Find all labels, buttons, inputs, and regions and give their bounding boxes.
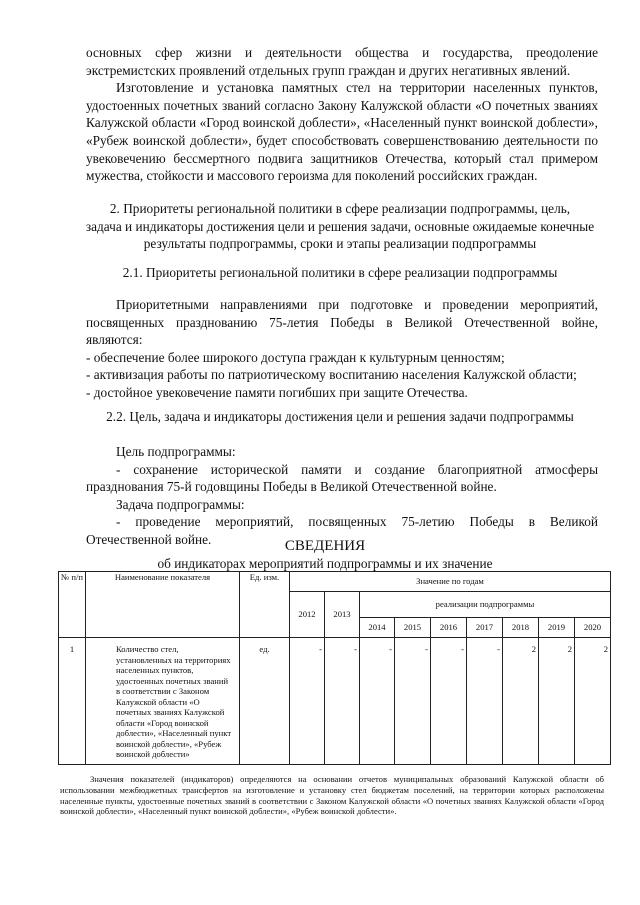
- header-year: 2019: [539, 618, 575, 638]
- section-2-1-body: [86, 296, 598, 402]
- row-value: -: [290, 638, 325, 765]
- header-year: 2013: [325, 592, 360, 638]
- section-2-2-body: [86, 443, 598, 549]
- header-year: 2015: [395, 618, 431, 638]
- row-value: 2: [503, 638, 539, 765]
- header-year: 2014: [360, 618, 395, 638]
- intro-paragraph-2: Изготовление и установка памятных стел на территории населенных пунктов, удостоенных почетных званий согласно Закону Калужской области «О почетных званиях Калужской области «Город воинской доблести», «Населенный пункт воинской доблести», «Рубеж воинской доблести», будет способствовать совершенствованию деятельности по увековечению бессмертного подвига защитников Отечества, который стал примером мужества, стойкости и массового героизма для поколений российских граждан.: [86, 80, 598, 184]
- goal-label: Цель подпрограммы:: [116, 444, 236, 459]
- priorities-paragraph: Приоритетными направлениями при подготовке и проведении мероприятий, посвященных празднованию 75-летия Победы в Великой Отечественной войне, являются:: [86, 297, 598, 348]
- section-2-1-heading: 2.1. Приоритеты региональной политики в сфере реализации подпрограммы: [122, 265, 558, 280]
- header-unit: Ед. изм.: [240, 572, 290, 638]
- row-unit: ед.: [240, 638, 290, 765]
- header-year: 2012: [290, 592, 325, 638]
- intro-paragraph-1: основных сфер жизни и деятельности общества и государства, преодоление экстремистских проявлений отдельных групп граждан и других негативных явлений.: [86, 45, 598, 78]
- row-value: 2: [575, 638, 611, 765]
- row-value: -: [395, 638, 431, 765]
- section-2-heading-line-1: 2. Приоритеты региональной политики в сфере реализации подпрограммы, цель,: [109, 201, 571, 216]
- task-text: - проведение мероприятий, посвященных 75-летию Победы в Великой Отечественной войне.: [86, 514, 598, 547]
- indicators-table: [58, 571, 611, 765]
- row-num: 1: [59, 638, 86, 765]
- row-value: -: [360, 638, 395, 765]
- row-value: 2: [539, 638, 575, 765]
- priority-item-1: - обеспечение более широкого доступа граждан к культурным ценностям;: [86, 349, 505, 365]
- section-2-heading: [60, 200, 620, 253]
- section-2-heading-line-2: задача и индикаторы достижения цели и решения задачи, основные ожидаемые конечные: [85, 218, 595, 234]
- row-value: -: [431, 638, 467, 765]
- intro-block: [86, 44, 598, 185]
- goal-text: - сохранение исторической памяти и создание благоприятной атмосферы празднования 75-й годовщины Победы в Великой Отечественной войне.: [86, 461, 598, 495]
- priority-item-3: - достойное увековечение памяти погибших при защите Отечества.: [86, 384, 468, 400]
- header-year: 2020: [575, 618, 611, 638]
- section-2-heading-line-3: результаты подпрограммы, сроки и этапы реализации подпрограммы: [143, 236, 537, 252]
- info-title: СВЕДЕНИЯ: [284, 538, 366, 554]
- info-subtitle: об индикаторах мероприятий подпрограммы и их значение: [157, 556, 493, 571]
- section-2-2-heading: 2.2. Цель, задача и индикаторы достижения цели и решения задачи подпрограммы: [106, 409, 574, 424]
- header-num: № п/п: [59, 572, 86, 638]
- header-implementation: реализации подпрограммы: [360, 592, 611, 618]
- header-values-by-year: Значение по годам: [290, 572, 611, 592]
- table-row: [59, 638, 611, 765]
- header-name: Наименование показателя: [86, 572, 240, 638]
- row-value: -: [467, 638, 503, 765]
- task-label: Задача подпрограммы:: [116, 496, 245, 512]
- row-name: Количество стел, установленных на территориях населенных пунктов, удостоенных почетных званий в соответствии с Законом Калужской области «О почетных званиях Калужской области «Город воинской доблести», «Населенный пункт воинской доблести», «Рубеж воинской доблести»: [86, 638, 240, 765]
- table-footnote: Значения показателей (индикаторов) определяются на основании отчетов муниципальных образований Калужской области об использовании межбюджетных трансфертов на изготовление и установку стел бюджетам поселений, на территории которых расположены населенные пункты, удостоенные почетных званий в соответствии с Законом Калужской области «О почетных званиях Калужской области «Город воинской доблести», «Населенный пункт воинской доблести», «Рубеж воинской доблести».: [60, 774, 604, 817]
- table-header-row-1: [59, 572, 611, 592]
- priority-item-2: - активизация работы по патриотическому воспитанию населения Калужской области;: [86, 367, 577, 383]
- header-year: 2016: [431, 618, 467, 638]
- header-year: 2018: [503, 618, 539, 638]
- header-year: 2017: [467, 618, 503, 638]
- row-value: -: [325, 638, 360, 765]
